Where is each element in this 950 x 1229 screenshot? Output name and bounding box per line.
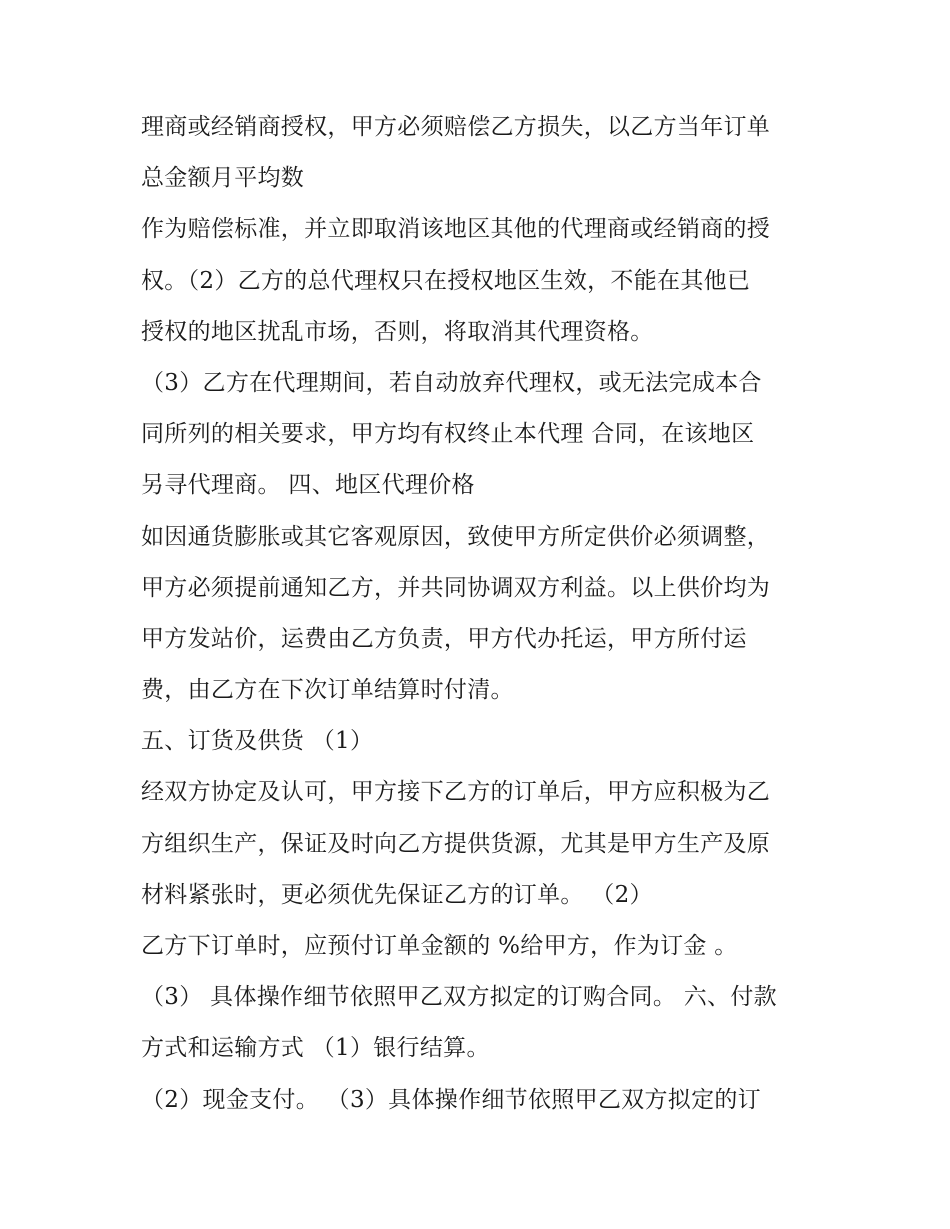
text-line: 方组织生产，保证及时向乙方提供货源，尤其是甲方生产及原 [141,830,771,857]
text-line: （3） 具体操作细节依照甲乙双方拟定的订购合同。 六、付款 [141,984,777,1011]
text-line: 授权的地区扰乱市场，否则，将取消其代理资格。 [141,318,654,345]
text-line: 方式和运输方式 （1）银行结算。 [141,1035,490,1062]
text-line: 另寻代理商。 四、地区代理价格 [141,472,475,499]
text-line: 总金额月平均数 [141,165,305,192]
text-line: 费，由乙方在下次订单结算时付清。 [141,677,514,704]
text-line: 如因通货膨胀或其它客观原因，致使甲方所定供价必须调整， [141,523,771,550]
text-line: 作为赔偿标准，并立即取消该地区其他的代理商或经销商的授 [141,216,771,243]
text-line: 甲方必须提前通知乙方，并共同协调双方利益。以上供价均为 [141,574,771,601]
text-line: 乙方下订单时，应预付订单金额的 %给甲方，作为订金 。 [141,933,738,959]
text-line: 同所列的相关要求，甲方均有权终止本代理 合同，在该地区 [141,421,755,448]
text-line: 经双方协定及认可，甲方接下乙方的订单后，甲方应积极为乙 [141,779,771,806]
text-line: 理商或经销商授权，甲方必须赔偿乙方损失，以乙方当年订单 [141,114,771,140]
text-line: 材料紧张时，更必须优先保证乙方的订单。 （2） [141,881,653,908]
contract-body-text [141,102,831,1126]
text-line: 甲方发站价，运费由乙方负责，甲方代办托运，甲方所付运 [141,625,747,652]
text-line: 权。（2）乙方的总代理权只在授权地区生效，不能在其他已 [141,267,751,294]
text-line: （3）乙方在代理期间，若自动放弃代理权，或无法完成本合 [141,369,762,396]
text-line: 五、订货及供货 （1） [141,728,374,755]
text-line: （2）现金支付。 （3）具体操作细节依照甲乙双方拟定的订 [141,1086,761,1113]
